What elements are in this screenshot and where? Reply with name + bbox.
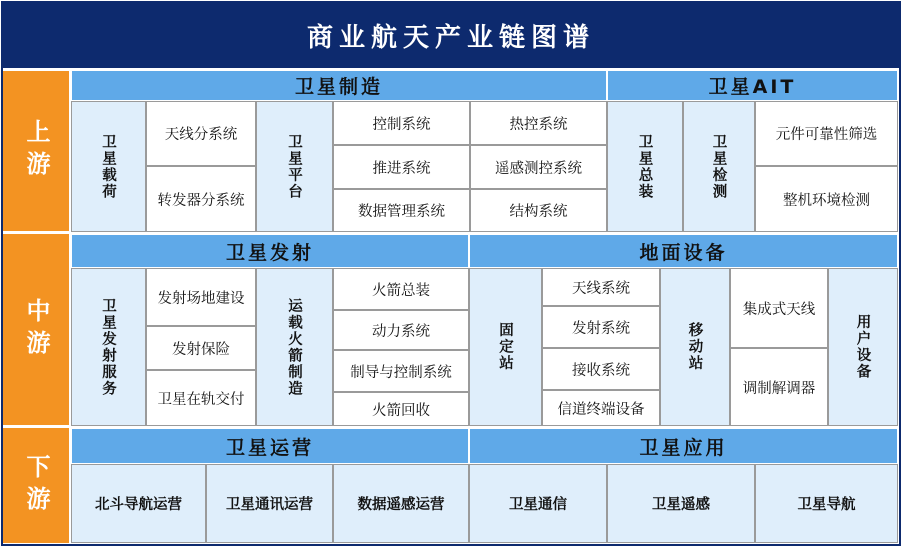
fixed-station-text: 固定站 [497,322,513,372]
stage-downstream-label: 下游 [22,453,50,518]
application-item: 卫星导航 [755,464,898,543]
satellite-assembly-label [607,101,683,232]
header-satellite-launch: 卫星发射 [71,234,469,268]
fixed-station-item: 天线系统 [542,268,660,306]
page-title: 商业航天产业链图谱 [2,2,900,68]
stage-upstream-label: 上游 [22,119,50,183]
user-equipment-label [828,268,898,426]
launch-service-item: 卫星在轨交付 [146,370,256,426]
satellite-inspection-text: 卫星检测 [710,133,727,200]
launch-service-label [71,268,146,426]
fixed-station-item: 信道终端设备 [542,390,660,426]
mobile-station-text: 移动站 [686,322,703,372]
header-ground-equipment: 地面设备 [469,234,898,268]
operation-item: 卫星通讯运营 [206,464,333,543]
platform-item: 热控系统 [470,101,607,145]
mobile-station-label [660,268,730,426]
application-item: 卫星遥感 [607,464,755,543]
ait-item: 元件可靠性筛选 [755,101,898,166]
fixed-station-item: 接收系统 [542,348,660,390]
ait-item: 整机环境检测 [755,166,898,232]
launch-service-item: 发射场地建设 [146,268,256,326]
fixed-station-item: 发射系统 [542,306,660,348]
satellite-payload-text: 卫星载荷 [100,133,116,200]
operation-item: 北斗导航运营 [71,464,206,543]
platform-item: 结构系统 [470,189,607,232]
header-satellite-operation: 卫星运营 [71,428,469,464]
platform-item: 遥感测控系统 [470,145,607,189]
header-satellite-ait: 卫星AIT [607,70,898,101]
stage-midstream-label: 中游 [22,297,50,362]
platform-item: 数据管理系统 [333,189,470,232]
satellite-platform-text: 卫星平台 [286,133,302,200]
rocket-item: 动力系统 [333,310,469,350]
launch-service-text: 卫星发射服务 [100,297,116,397]
stage-midstream [2,233,70,426]
mobile-station-item: 集成式天线 [730,268,828,348]
satellite-platform-label [256,101,333,232]
mobile-station-item: 调制解调器 [730,348,828,426]
platform-item: 推进系统 [333,145,470,189]
rocket-manufacturing-text: 运载火箭制造 [286,297,302,397]
stage-upstream [2,70,70,232]
satellite-assembly-text: 卫星总装 [636,133,653,200]
platform-item: 控制系统 [333,101,470,145]
rocket-item: 火箭总装 [333,268,469,310]
rocket-item: 制导与控制系统 [333,350,469,392]
satellite-inspection-label [683,101,755,232]
stage-downstream [2,427,70,544]
launch-service-item: 发射保险 [146,326,256,370]
operation-item: 数据遥感运营 [333,464,469,543]
satellite-payload-label [71,101,146,232]
user-equipment-text: 用户设备 [854,314,871,380]
payload-item: 转发器分系统 [146,166,256,232]
rocket-item: 火箭回收 [333,392,469,426]
header-satellite-manufacturing: 卫星制造 [71,70,607,101]
rocket-manufacturing-label [256,268,333,426]
payload-item: 天线分系统 [146,101,256,166]
fixed-station-label [469,268,542,426]
application-item: 卫星通信 [469,464,607,543]
header-satellite-application: 卫星应用 [469,428,898,464]
